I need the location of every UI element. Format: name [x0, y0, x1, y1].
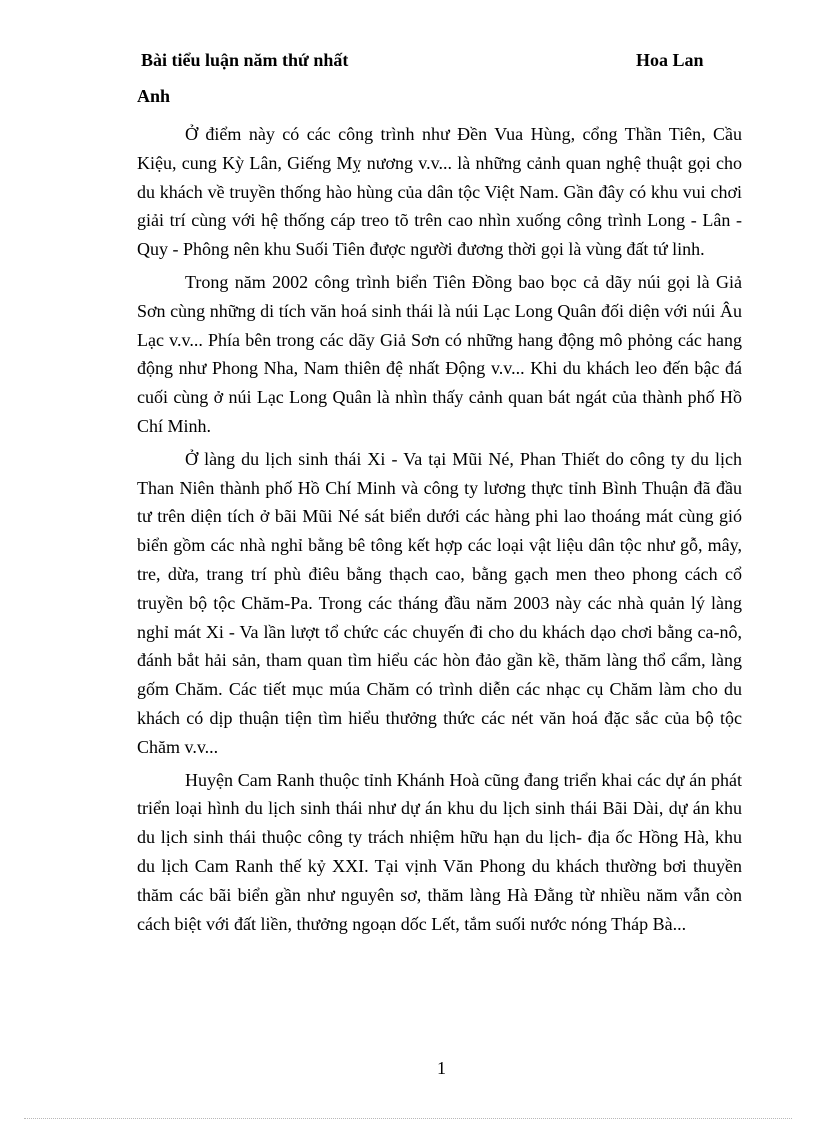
paragraph-1: Ở điểm này có các công trình như Đền Vua Hùng, cổng Thần Tiên, Cầu Kiệu, cung Kỳ Lân, Giếng Mỵ nương v.v... là những cảnh quan nghệ thuật gọi cho du khách về truyền thống hào hùng của dân tộc Việt Nam. Gần đây có khu vui chơi giải trí cùng với hệ thống cáp treo tõ trên cao nhìn xuống công trình Long - Lân - Quy - Phông nên khu Suối Tiên được người đương thời gọi là vùng đất tứ linh. — [137, 124, 742, 260]
page-number: 1 — [437, 1058, 446, 1078]
paragraph-2: Trong năm 2002 công trình biển Tiên Đồng bao bọc cả dãy núi gọi là Giả Sơn cùng những di tích văn hoá sinh thái là núi Lạc Long Quân đối diện với núi Âu Lạc v.v... Phía bên trong các dãy Giả Sơn có những hang động mô phỏng các hang động như Phong Nha, Nam thiên đệ nhất Động v.v... Khi du khách leo đến bậc đá cuối cùng ở núi Lạc Long Quân là nhìn thấy cảnh quan bát ngát của thành phố Hồ Chí Minh. — [137, 271, 742, 436]
document-body — [137, 120, 742, 942]
paragraph-3: Ở làng du lịch sinh thái Xi - Va tại Mũi Né, Phan Thiết do công ty du lịch Than Niên thành phố Hồ Chí Minh và công ty lương thực tỉnh Bình Thuận đã đầu tư trên diện tích ở bãi Mũi Né sát biển dưới các hàng phi lao thoáng mát cùng gió biển gồm các nhà nghỉ bằng bê tông kết hợp các loại vật liệu dân tộc như gỗ, mây, tre, dừa, trang trí phù điêu bằng thạch cao, bằng gạch men theo phong cách cổ truyền bộ tộc Chăm-Pa. Trong các tháng đầu năm 2003 này các nhà quản lý làng nghỉ mát Xi - Va lần lượt tổ chức các chuyến đi cho du khách dạo chơi bằng ca-nô, đánh bắt hải sản, tham quan tìm hiểu các hòn đảo gần kề, thăm làng thổ cẩm, làng gốm Chăm. Các tiết mục múa Chăm có trình diễn các nhạc cụ Chăm làm cho du khách có dịp thuận tiện tìm hiểu thưởng thức các nét văn hoá đặc sắc của bộ tộc Chăm v.v... — [137, 448, 742, 757]
header-author-last: Anh — [137, 86, 171, 106]
page-bottom-rule — [24, 1118, 792, 1119]
header-author-first: Hoa Lan — [636, 50, 704, 70]
paragraph-4: Huyện Cam Ranh thuộc tỉnh Khánh Hoà cũng đang triển khai các dự án phát triển loại hình du lịch sinh thái như dự án khu du lịch sinh thái Bãi Dài, dự án khu du lịch sinh thái thuộc công ty trách nhiệm hữu hạn du lịch- địa ốc Hồng Hà, khu du lịch Cam Ranh thế kỷ XXI. Tại vịnh Văn Phong du khách thường bơi thuyền thăm các bãi biển gần như nguyên sơ, thăm làng Hà Đằng từ nhiều năm vẫn còn cách biệt với đất liền, thưởng ngoạn dốc Lết, tắm suối nước nóng Tháp Bà... — [137, 769, 742, 934]
header-title: Bài tiểu luận năm thứ nhất — [141, 50, 349, 70]
